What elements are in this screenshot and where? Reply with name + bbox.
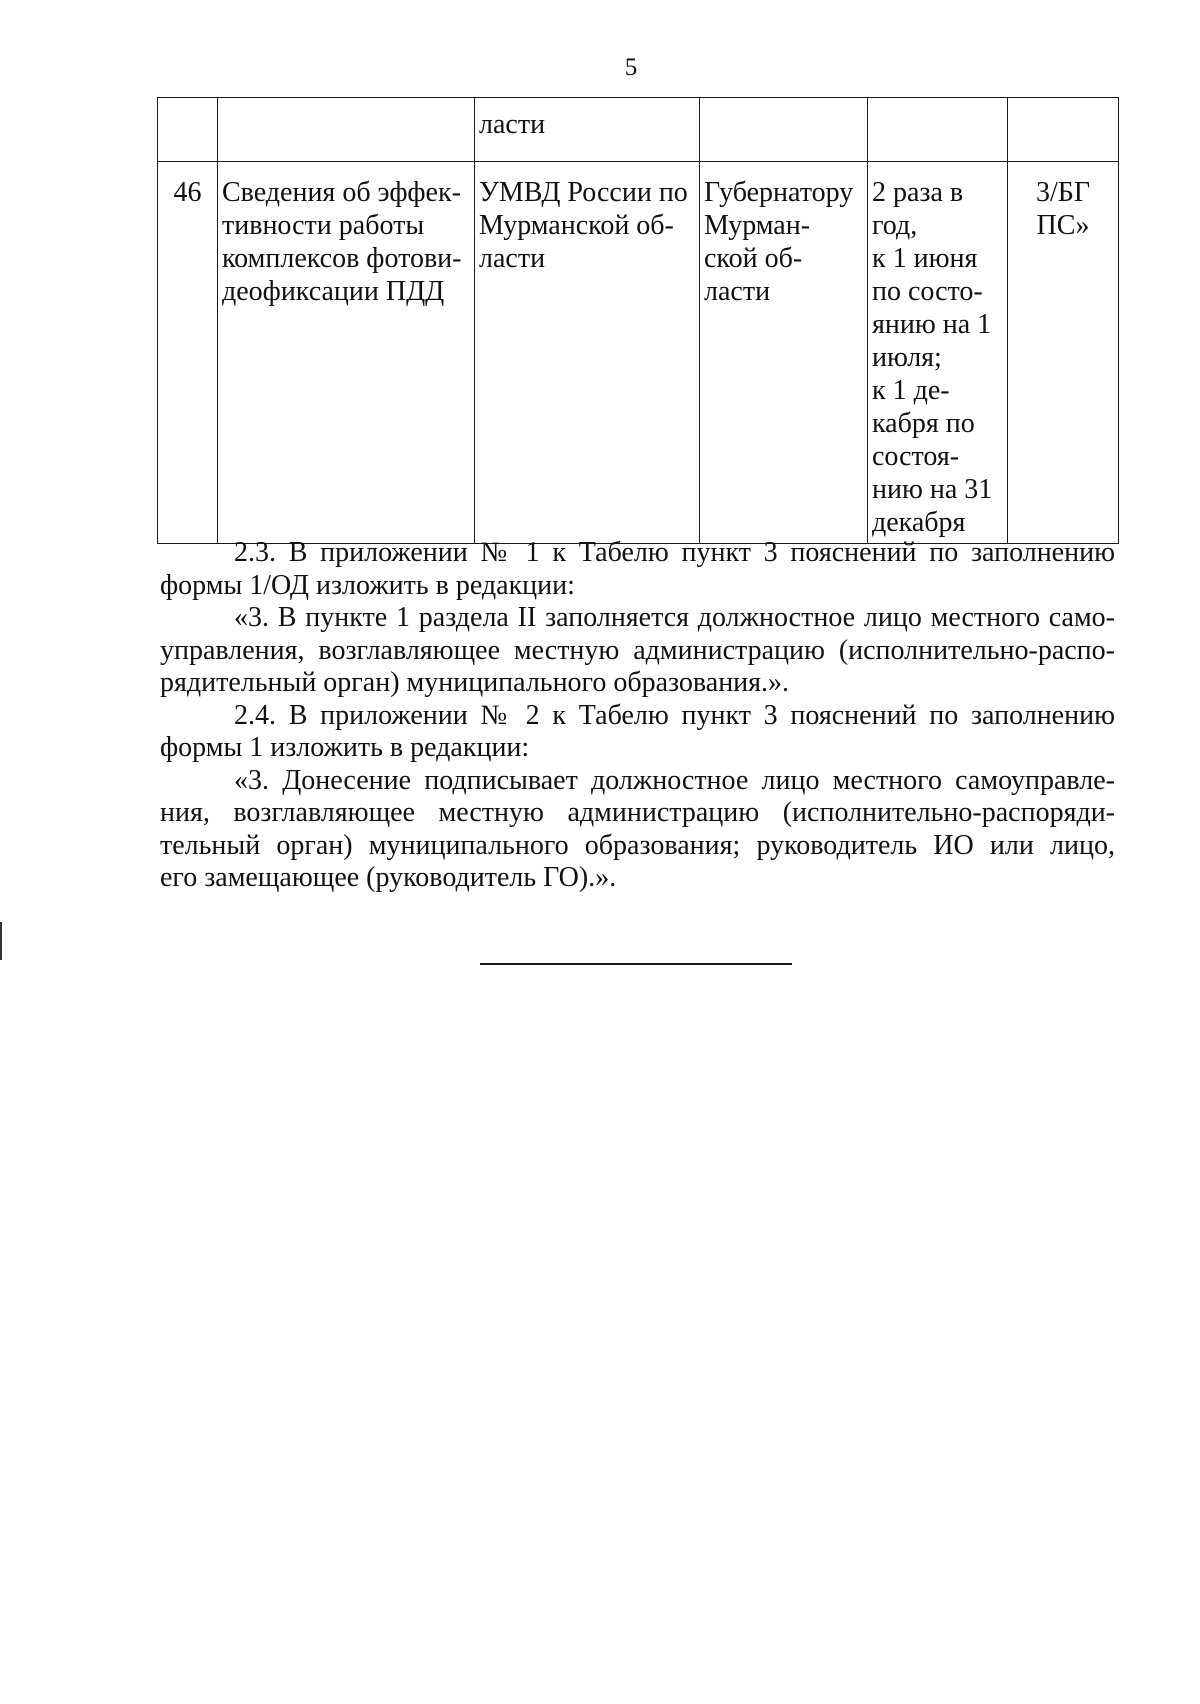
scan-edge-mark: [0, 922, 2, 960]
cell-source: ласти: [475, 98, 700, 162]
timing-line: кабря по: [872, 408, 975, 439]
paragraph-2-3-line: формы 1/ОД изложить в редакции:: [160, 569, 575, 601]
recipient-line: ской об-: [704, 243, 803, 274]
quote-2-3-line: рядительный орган) муниципального образования.».: [160, 667, 790, 698]
cell-recipient: [700, 98, 868, 162]
recipient-line: Губернатору: [704, 177, 854, 208]
quote-2-3-line: «3. В пункте 1 раздела II заполняется должностное лицо местного само-: [234, 602, 1115, 633]
source-line: Мурманской об-: [479, 210, 674, 241]
timing-line: по состо-: [872, 276, 983, 307]
cell-name: [218, 98, 475, 162]
source-line: ласти: [479, 243, 546, 274]
timing-cell: [868, 162, 1008, 544]
recipient-line: ласти: [704, 276, 771, 307]
recipient-line: Мурман-: [704, 210, 811, 241]
timing-line: к 1 июня: [872, 243, 978, 274]
quote-2-4-line: его замещающее (руководитель ГО).».: [160, 862, 617, 893]
quote-2-4-line: ния, возглавляющее местную администрацию (исполнительно-распоряди-: [160, 797, 1115, 828]
source-cell: [475, 162, 700, 544]
timing-line: год,: [872, 210, 918, 241]
quote-2-3-line: управления, возглавляющее местную администрацию (исполнительно-распо-: [160, 634, 1115, 666]
report-name-line: тивности работы: [222, 210, 425, 241]
cell-timing: [868, 98, 1008, 162]
row-number: 46: [158, 162, 218, 544]
cell-code: [1008, 98, 1119, 162]
page-number: 5: [624, 54, 638, 81]
source-line: УМВД России по: [479, 177, 688, 208]
code-line: 3/БГ: [1035, 177, 1091, 208]
timing-line: июля;: [872, 342, 942, 373]
timing-line: 2 раза в: [872, 177, 964, 208]
timing-line: к 1 де-: [872, 375, 950, 406]
amendment-text: [160, 537, 1115, 895]
paragraph-2-3-line: 2.3. В приложении № 1 к Табелю пункт 3 пояснений по заполнению: [234, 537, 1115, 568]
cell-number: [158, 98, 218, 162]
table-row-continuation: [158, 98, 1119, 162]
report-table: [157, 97, 1119, 544]
quote-2-4-line: тельный орган) муниципального образования; руководитель ИО или лицо,: [160, 829, 1115, 861]
timing-line: декабря: [872, 507, 966, 538]
paragraph-2-4-line: 2.4. В приложении № 2 к Табелю пункт 3 пояснений по заполнению: [234, 699, 1115, 731]
paragraph-2-4-line: формы 1 изложить в редакции:: [160, 732, 530, 763]
code-cell: [1008, 162, 1119, 544]
timing-line: нию на 31: [872, 474, 993, 505]
end-of-document-rule: [480, 963, 792, 965]
report-name-cell: [218, 162, 475, 544]
report-name-line: деофиксации ПДД: [222, 276, 445, 307]
recipient-cell: [700, 162, 868, 544]
timing-line: состоя-: [872, 441, 960, 472]
timing-line: янию на 1: [872, 309, 992, 340]
code-line: ПС»: [1036, 210, 1090, 241]
report-name-line: Сведения об эффек-: [222, 177, 461, 208]
table-row-46: [158, 162, 1119, 544]
quote-2-4-line: «3. Донесение подписывает должностное лицо местного самоуправле-: [234, 764, 1115, 796]
report-name-line: комплексов фотови-: [222, 243, 462, 274]
